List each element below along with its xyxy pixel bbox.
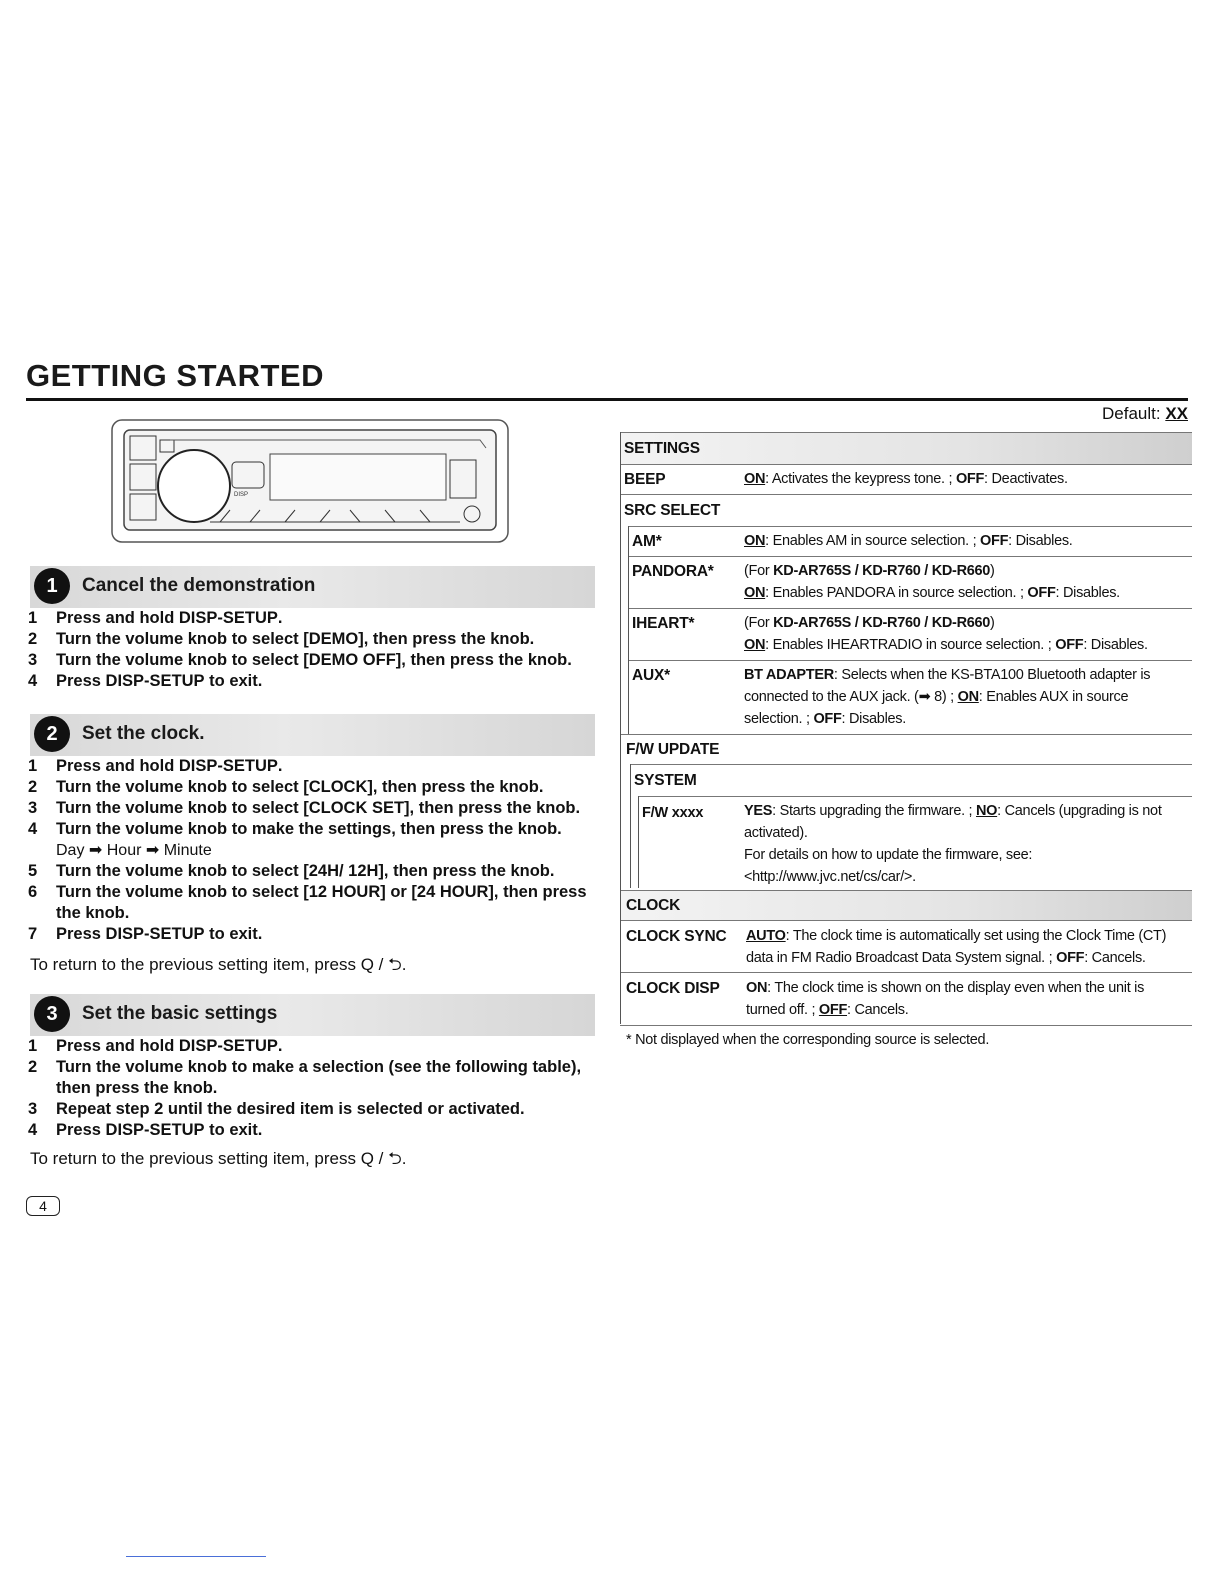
section-header-clock — [30, 714, 595, 756]
table-row-pandora: PANDORA* (For KD-AR765S / KD-R760 / KD-R660) ON: Enables PANDORA in source selection. ; OFF: Disables. — [628, 556, 1192, 609]
car-stereo-illustration — [110, 418, 510, 544]
title-rule — [26, 398, 1188, 401]
table-row-src-select: SRC SELECT — [620, 494, 1192, 527]
section-title: Set the basic settings — [82, 1003, 278, 1024]
step-badge: 1 — [34, 568, 70, 604]
table-row-iheart: IHEART* (For KD-AR765S / KD-R760 / KD-R660) ON: Enables IHEARTRADIO in source selection. ; OFF: Disables. — [628, 608, 1192, 661]
step-item: 6 Turn the volume knob to select [12 HOUR] or [24 HOUR], then press the knob. — [28, 883, 587, 922]
default-legend: Default: XX — [1102, 404, 1188, 423]
section-title: Cancel the demonstration — [82, 575, 316, 596]
table-row-am: AM* ON: Enables AM in source selection. ; OFF: Disables. — [628, 526, 1192, 557]
step-badge: 2 — [34, 716, 70, 752]
table-rule — [638, 796, 639, 888]
step-item: 2 Turn the volume knob to select [DEMO], then press the knob. — [28, 630, 535, 648]
table-row-settings: SETTINGS — [620, 432, 1192, 465]
step-item: 5 Turn the volume knob to select [24H/ 12H], then press the knob. — [28, 862, 555, 880]
section-header-demo — [30, 566, 595, 608]
step-item: 4 Press DISP-SETUP to exit. — [28, 1121, 263, 1139]
section-header-basic — [30, 994, 595, 1036]
step-item: 7 Press DISP-SETUP to exit. — [28, 925, 263, 943]
step-item: 4 Press DISP-SETUP to exit. — [28, 672, 263, 690]
footer-rule — [126, 1556, 266, 1557]
step-item: 1 Press and hold DISP-SETUP. — [28, 609, 283, 627]
table-row-aux: AUX* BT ADAPTER: Selects when the KS-BTA100 Bluetooth adapter is connected to the AUX jack. (➡ 8) ; ON: Enables AUX in source selection. ; OFF: Disables. — [628, 660, 1192, 735]
table-row-clock: CLOCK — [620, 890, 1192, 921]
table-rule — [630, 764, 631, 888]
section-title: Set the clock. — [82, 723, 205, 744]
back-icon: Q / ⮌. — [360, 1149, 407, 1168]
page-number: 4 — [26, 1196, 60, 1216]
svg-text:DISP: DISP — [234, 492, 249, 498]
demo-steps — [28, 608, 608, 692]
page-title: GETTING STARTED — [26, 358, 324, 393]
back-icon: Q / ⮌. — [360, 955, 407, 974]
step-badge: 3 — [34, 996, 70, 1032]
step-item: 4 Turn the volume knob to make the settings, then press the knob. — [28, 820, 562, 838]
step-item: 3 Repeat step 2 until the desired item is selected or activated. — [28, 1100, 525, 1118]
table-row-system: SYSTEM — [630, 764, 1192, 797]
step-item: 3 Turn the volume knob to select [DEMO OFF], then press the knob. — [28, 651, 572, 669]
table-row-clock-sync: CLOCK SYNC AUTO: The clock time is automatically set using the Clock Time (CT) data in FM Radio Broadcast Data System signal. ; OFF: Cancels. — [620, 920, 1192, 973]
step-item: 1 Press and hold DISP-SETUP. — [28, 757, 283, 775]
table-row-fw: F/W xxxx YES: Starts upgrading the firmware. ; NO: Cancels (upgrading is not activated). For details on how to update the firmware, see: <http://www.jvc.net/cs/car/>. — [638, 796, 1192, 889]
volume-knob-icon — [158, 450, 230, 522]
table-row-beep: BEEP ON: Activates the keypress tone. ; OFF: Deactivates. — [620, 464, 1192, 495]
step-item: 2 Turn the volume knob to select [CLOCK], then press the knob. — [28, 778, 544, 796]
basic-steps — [28, 1036, 608, 1141]
table-rule — [628, 526, 629, 734]
step-item: 1 Press and hold DISP-SETUP. — [28, 1037, 283, 1055]
clock-steps — [28, 756, 608, 945]
step-item: 2 Turn the volume knob to make a selection (see the following table), then press the knob. — [28, 1058, 582, 1097]
table-row-clock-disp: CLOCK DISP ON: The clock time is shown on the display even when the unit is turned off. ; OFF: Cancels. — [620, 972, 1192, 1026]
table-rule — [620, 432, 621, 1024]
clock-order-line: Day ➡ Hour ➡ Minute — [56, 842, 212, 859]
return-note: To return to the previous setting item, press Q / ⮌. — [30, 955, 407, 974]
table-footnote: * Not displayed when the corresponding source is selected. — [626, 1032, 990, 1048]
step-item: 3 Turn the volume knob to select [CLOCK SET], then press the knob. — [28, 799, 581, 817]
table-row-fw-update: F/W UPDATE — [620, 734, 1192, 765]
return-note: To return to the previous setting item, press Q / ⮌. — [30, 1149, 407, 1168]
